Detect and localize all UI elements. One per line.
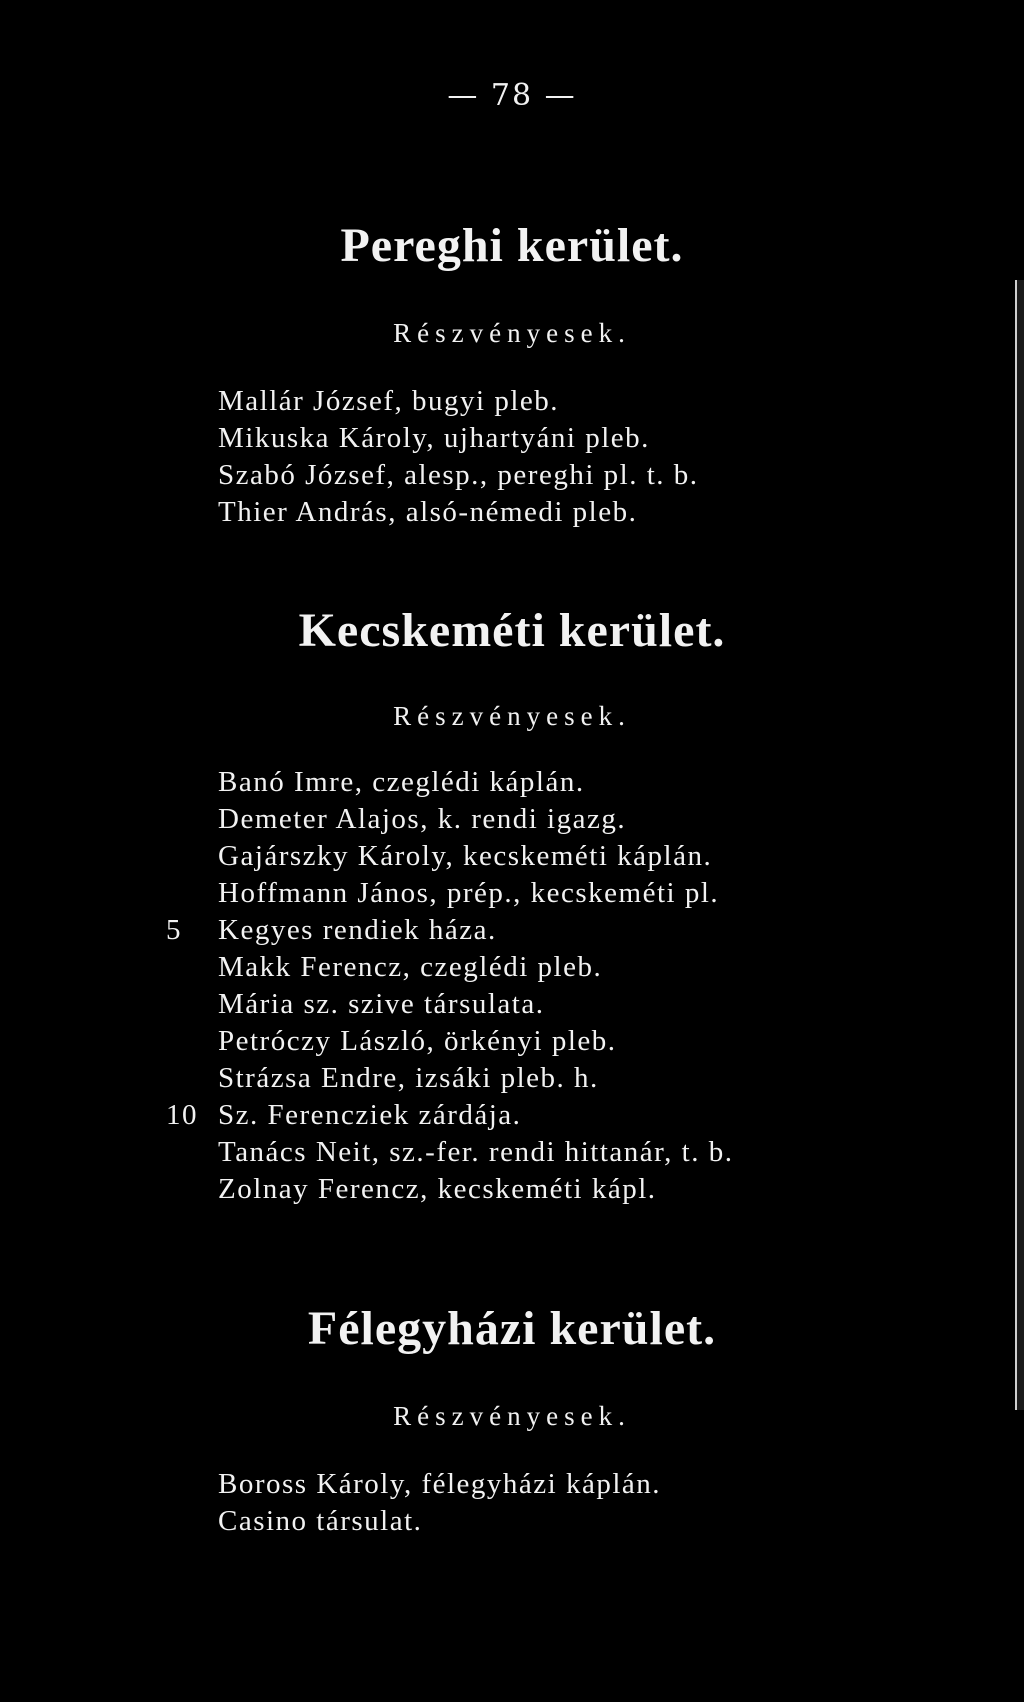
entry-text: Thier András, alsó-némedi pleb. bbox=[218, 496, 638, 528]
entry-text: Sz. Ferencziek zárdája. bbox=[218, 1099, 522, 1131]
list-item bbox=[0, 986, 1024, 1023]
entry-list bbox=[0, 764, 1024, 1208]
list-item bbox=[0, 1503, 1024, 1540]
entry-text: Petróczy László, örkényi pleb. bbox=[218, 1025, 617, 1057]
line-number: 5 bbox=[166, 914, 182, 946]
page-number: — 78 — bbox=[447, 78, 577, 113]
list-item bbox=[0, 875, 1024, 912]
entry-text: Mária sz. szive társulata. bbox=[218, 988, 545, 1020]
entry-text: Banó Imre, czeglédi káplán. bbox=[218, 766, 585, 798]
section-title: Pereghi kerület. bbox=[340, 219, 684, 272]
list-item bbox=[0, 1060, 1024, 1097]
entry-text: Hoffmann János, prép., kecskeméti pl. bbox=[218, 877, 720, 909]
list-item bbox=[0, 383, 1024, 420]
entry-text: Strázsa Endre, izsáki pleb. h. bbox=[218, 1062, 599, 1094]
list-item bbox=[0, 457, 1024, 494]
list-item bbox=[0, 494, 1024, 531]
entry-text: Demeter Alajos, k. rendi igazg. bbox=[218, 803, 627, 835]
entry-text: Zolnay Ferencz, kecskeméti kápl. bbox=[218, 1173, 657, 1205]
list-item bbox=[0, 838, 1024, 875]
entry-list bbox=[0, 1466, 1024, 1540]
list-item bbox=[0, 1134, 1024, 1171]
list-item bbox=[0, 1466, 1024, 1503]
list-item bbox=[0, 1097, 1024, 1134]
section-felegyhazi bbox=[0, 1302, 1024, 1540]
list-item bbox=[0, 801, 1024, 838]
entry-text: Mallár József, bugyi pleb. bbox=[218, 385, 560, 417]
list-item bbox=[0, 1023, 1024, 1060]
list-item bbox=[0, 912, 1024, 949]
entry-text: Szabó József, alesp., pereghi pl. t. b. bbox=[218, 459, 699, 491]
list-item bbox=[0, 949, 1024, 986]
entry-text: Kegyes rendiek háza. bbox=[218, 914, 497, 946]
entry-text: Mikuska Károly, ujhartyáni pleb. bbox=[218, 422, 650, 454]
section-subtitle: Részvényesek. bbox=[393, 318, 631, 348]
page-edge bbox=[1015, 280, 1024, 1410]
entry-list bbox=[0, 383, 1024, 531]
entry-text: Gajárszky Károly, kecskeméti káplán. bbox=[218, 840, 713, 872]
list-item bbox=[0, 420, 1024, 457]
section-pereghi bbox=[0, 219, 1024, 531]
list-item bbox=[0, 764, 1024, 801]
list-item bbox=[0, 1171, 1024, 1208]
section-title: Kecskeméti kerület. bbox=[298, 604, 726, 657]
entry-text: Boross Károly, félegyházi káplán. bbox=[218, 1468, 662, 1500]
line-number: 10 bbox=[166, 1099, 198, 1131]
entry-text: Makk Ferencz, czeglédi pleb. bbox=[218, 951, 603, 983]
section-kecskemeti bbox=[0, 604, 1024, 1208]
entry-text: Tanács Neit, sz.-fer. rendi hittanár, t. b. bbox=[218, 1136, 734, 1168]
section-subtitle: Részvényesek. bbox=[393, 701, 631, 731]
section-subtitle: Részvényesek. bbox=[393, 1401, 631, 1431]
section-title: Félegyházi kerület. bbox=[307, 1302, 717, 1355]
entry-text: Casino társulat. bbox=[218, 1505, 423, 1537]
